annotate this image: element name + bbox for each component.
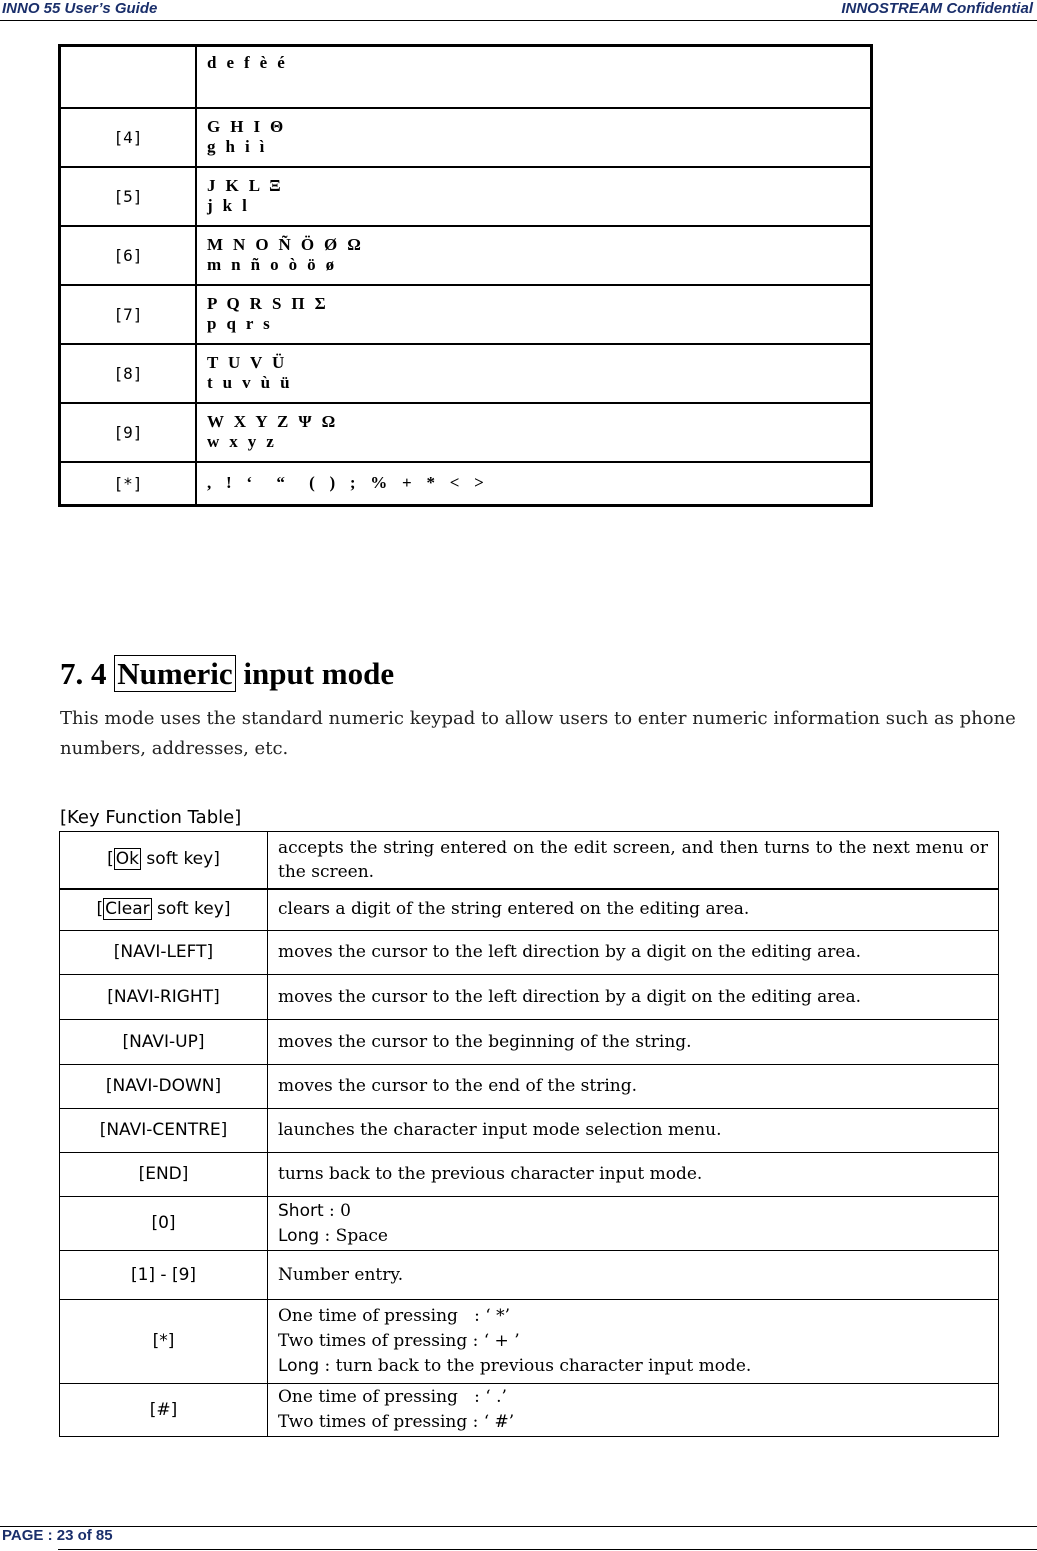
keymap-row [60, 462, 872, 506]
function-desc: clears a digit of the string entered on the editing area. [268, 889, 999, 931]
function-desc: turns back to the previous character input mode. [268, 1153, 999, 1197]
keymap-chars: T U V Ü t u v ù ü [196, 344, 872, 403]
keymap-row [60, 344, 872, 403]
function-key: [1] - [9] [60, 1251, 268, 1300]
section-intro: This mode uses the standard numeric keypad to allow users to enter numeric information such as phone numbers, addresses, etc. [60, 708, 1016, 759]
page-header [0, 0, 1037, 21]
function-key: [0] [60, 1197, 268, 1251]
function-key: [NAVI-DOWN] [60, 1065, 268, 1109]
keymap-key: [4] [60, 108, 197, 167]
table-row [60, 1153, 999, 1197]
function-desc: launches the character input mode selection menu. [268, 1109, 999, 1153]
keymap-row [60, 226, 872, 285]
table-row [60, 1251, 999, 1300]
keymap-key: [9] [60, 403, 197, 462]
footer-rule-bottom [58, 1549, 1037, 1550]
keymap-key: [8] [60, 344, 197, 403]
keymap-chars: W X Y Z Ψ Ω w x y z [196, 403, 872, 462]
keymap-row [60, 167, 872, 226]
function-desc: moves the cursor to the beginning of the string. [268, 1020, 999, 1065]
table-row [60, 1109, 999, 1153]
table-row [60, 1300, 999, 1384]
ok-key-box: Ok [115, 849, 140, 870]
keymap-chars: G H I Θ g h i ì [196, 108, 872, 167]
function-key: [ Clear soft key] [60, 889, 268, 931]
footer-rule [0, 1526, 1037, 1528]
keymap-row [60, 403, 872, 462]
keymap-chars: P Q R S Π Σ p q r s [196, 285, 872, 344]
function-key: [END] [60, 1153, 268, 1197]
function-desc: One time of pressing : ‘ .’ Two times of pressing : ‘ #’ [268, 1384, 999, 1437]
function-desc: moves the cursor to the end of the string. [268, 1065, 999, 1109]
keymap-key: [7] [60, 285, 197, 344]
table-row [60, 1065, 999, 1109]
function-key: [*] [60, 1300, 268, 1384]
key-function-table [59, 831, 999, 1437]
keymap-row [60, 285, 872, 344]
header-doc-title: INNO 55 User’s Guide [2, 0, 158, 17]
clear-key-box: Clear [105, 899, 150, 920]
table-row [60, 1384, 999, 1437]
table-row [60, 1020, 999, 1065]
keymap-row [60, 46, 872, 108]
function-desc: accepts the string entered on the edit screen, and then turns to the next menu or the screen. [268, 832, 999, 889]
keymap-key: [5] [60, 167, 197, 226]
function-key: [#] [60, 1384, 268, 1437]
section-number: 7. 4 [60, 656, 107, 691]
keymap-chars: , ! ‘ “ ( ) ; % + * < > [196, 462, 872, 506]
section-title-boxed-word: Numeric [114, 655, 235, 692]
key-character-table [58, 44, 873, 507]
table-row [60, 1197, 999, 1251]
section-title-rest: input mode [243, 656, 395, 691]
keymap-row [60, 108, 872, 167]
header-confidential: INNOSTREAM Confidential [841, 0, 1033, 17]
function-key: [NAVI-LEFT] [60, 931, 268, 975]
table-row [60, 889, 999, 931]
keymap-chars: d e f è é [196, 46, 872, 108]
function-desc: Short : 0 Long : Space [268, 1197, 999, 1251]
function-key: [NAVI-UP] [60, 1020, 268, 1065]
function-desc: Number entry. [268, 1251, 999, 1300]
function-key: [NAVI-RIGHT] [60, 975, 268, 1020]
table-row [60, 931, 999, 975]
function-desc: One time of pressing : ‘ *’ Two times of pressing : ‘ + ’ Long : turn back to the previous character input mode. [268, 1300, 999, 1384]
table-row [60, 832, 999, 889]
keymap-key [60, 46, 197, 108]
table-row [60, 975, 999, 1020]
key-function-heading: [Key Function Table] [60, 807, 242, 828]
keymap-key: [6] [60, 226, 197, 285]
function-key: [ Ok soft key] [60, 832, 268, 889]
section-title [60, 656, 394, 692]
keymap-key: [*] [60, 462, 197, 506]
keymap-chars: M N O Ñ Ö Ø Ω m n ñ o ò ö ø [196, 226, 872, 285]
keymap-chars: J K L Ξ j k l [196, 167, 872, 226]
function-desc: moves the cursor to the left direction by a digit on the editing area. [268, 931, 999, 975]
function-key: [NAVI-CENTRE] [60, 1109, 268, 1153]
page-number: PAGE : 23 of 85 [2, 1527, 113, 1544]
function-desc: moves the cursor to the left direction by a digit on the editing area. [268, 975, 999, 1020]
